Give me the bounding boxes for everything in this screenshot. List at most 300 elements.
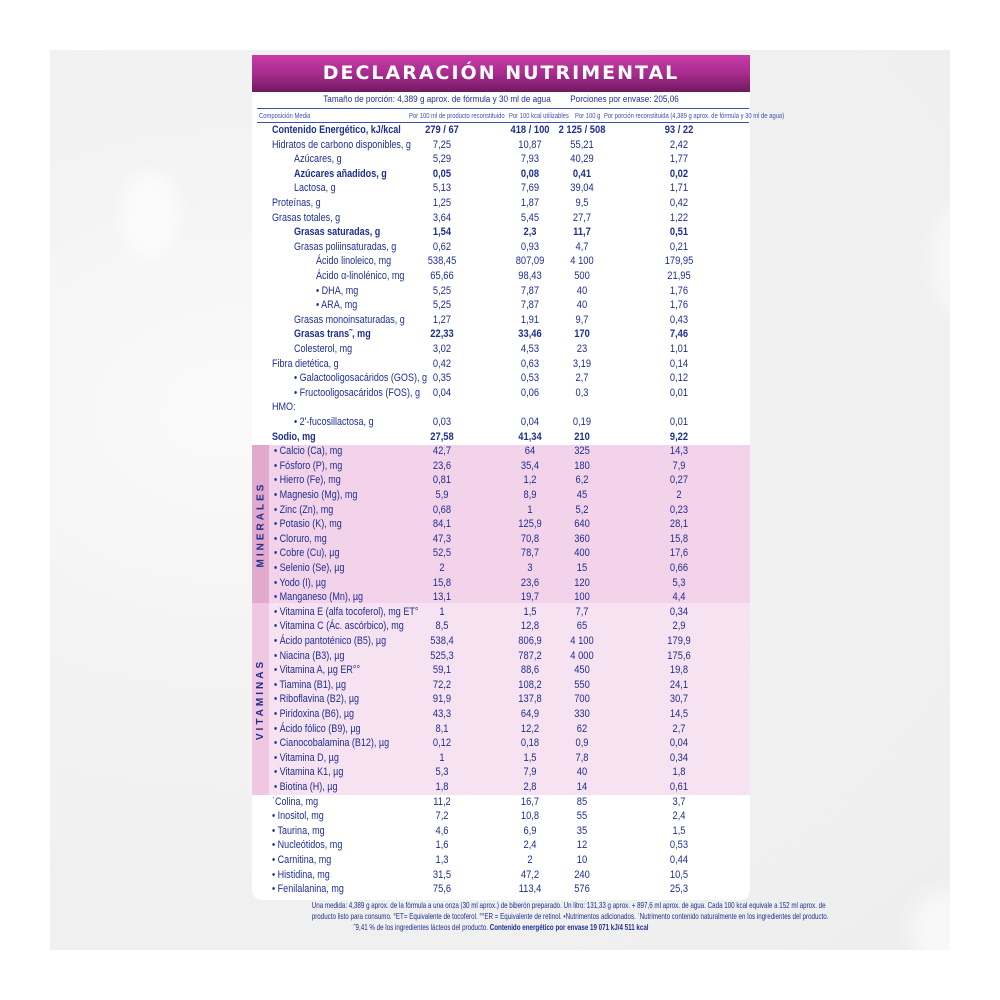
nutrient-value: 1 xyxy=(439,751,445,764)
nutrient-label: • Manganeso (Mn), µg xyxy=(274,591,364,604)
nutrient-value: 4 100 xyxy=(570,635,594,647)
nutrient-label: • Tiamina (B1), µg xyxy=(274,678,347,691)
nutrient-value: 1,3 xyxy=(435,854,449,866)
nutrient-value: 787,2 xyxy=(518,649,542,662)
nutrient-value: 8,5 xyxy=(435,620,449,633)
nutrient-value: 5,3 xyxy=(435,766,449,779)
nutrient-label: Colesterol, mg xyxy=(294,343,353,355)
nutrient-value: 7,69 xyxy=(520,182,540,195)
table-row xyxy=(252,269,750,284)
nutrient-value: 21,95 xyxy=(667,270,691,282)
nutrient-value: 2,9 xyxy=(672,620,686,633)
nutrient-value: 1 xyxy=(527,503,533,516)
footnote-line-1: Una medida: 4,389 g aprox. de la fórmula a una onza (30 ml aprox.) de biberón preparado. Un litro: 131,33 g aprox. + 897,6 ml aprox. de agua. Cada 100 kcal equivale a 152 ml aprox. de xyxy=(311,901,826,910)
nutrient-value: 175,6 xyxy=(667,649,691,662)
nutrient-value: 2,42 xyxy=(669,138,689,151)
nutrient-value: 7,87 xyxy=(520,299,540,312)
nutrient-value: 400 xyxy=(574,547,590,560)
nutrient-value: 0,66 xyxy=(669,562,689,574)
nutrient-value: 0,03 xyxy=(432,416,452,428)
nutrient-value: 10 xyxy=(576,854,588,866)
nutrient-value: 100 xyxy=(574,591,590,604)
nutrient-value: 17,6 xyxy=(669,547,689,560)
nutrient-value: 11,2 xyxy=(433,795,451,808)
nutrient-label: • Carnitina, mg xyxy=(272,854,332,866)
table-row xyxy=(252,240,750,255)
nutrient-label: Azúcares añadidos, g xyxy=(294,167,387,180)
nutrient-value: 538,45 xyxy=(427,255,457,268)
nutrient-value: 64,9 xyxy=(520,708,540,720)
nutrient-value: 700 xyxy=(574,693,590,706)
nutrient-value: 2,7 xyxy=(672,722,686,735)
nutrient-label: • Inositol, mg xyxy=(272,810,324,823)
nutrient-value: 0,04 xyxy=(669,737,689,750)
nutrient-label: Hidratos de carbono disponibles, g xyxy=(272,138,411,151)
nutrient-value: 450 xyxy=(574,664,590,677)
table-row xyxy=(252,532,750,547)
nutrient-value: 6,9 xyxy=(523,824,537,837)
nutrient-value: 23 xyxy=(576,343,588,355)
nutrient-value: 31,5 xyxy=(432,868,452,881)
nutrient-label: Grasas trans˜, mg xyxy=(294,328,371,341)
nutrient-value: 1,8 xyxy=(435,781,449,793)
nutrient-value: 10,5 xyxy=(669,868,689,881)
nutrient-label: • Ácido pantoténico (B5), µg xyxy=(274,635,387,647)
nutrient-value: 70,8 xyxy=(520,532,540,545)
nutrient-value: 418 / 100 xyxy=(510,124,550,136)
table-row xyxy=(252,809,750,824)
nutrient-value: 84,1 xyxy=(432,518,452,531)
nutrient-label: • DHA, mg xyxy=(316,284,359,297)
nutrient-value: 28,1 xyxy=(669,518,689,531)
nutrient-value: 0,81 xyxy=(432,474,452,487)
background-decoration xyxy=(120,170,180,260)
nutrient-value: 7,8 xyxy=(575,751,589,764)
table-row xyxy=(252,824,750,839)
nutrient-value: 0,02 xyxy=(669,167,689,180)
nutrient-value: 27,7 xyxy=(572,211,592,224)
nutrient-value: 807,09 xyxy=(515,255,545,268)
footnote-line-2: producto listo para consumo. °ET= Equivalente de tocoferol. °°ER = Equivalente de retinol. •Nutrimentos adicionados. ˈNutrimento contenido naturalmente en los ingredientes del producto. xyxy=(311,912,829,921)
nutrient-value: 15,8 xyxy=(432,576,452,589)
nutrient-value: 108,2 xyxy=(518,678,542,691)
nutrient-value: 0,14 xyxy=(669,357,689,370)
nutrient-value: 0,63 xyxy=(520,357,540,370)
nutrient-value: 14,5 xyxy=(669,708,689,720)
nutrient-value: 0,42 xyxy=(669,197,689,209)
table-row xyxy=(252,371,750,386)
nutrient-label: Azúcares, g xyxy=(294,153,342,166)
table-row xyxy=(252,342,750,357)
nutrient-label: HMO: xyxy=(272,401,296,414)
nutrient-value: 5,3 xyxy=(672,576,686,589)
nutrient-value: 0,21 xyxy=(669,240,689,253)
table-row xyxy=(252,473,750,488)
nutrient-label: • Ácido fólico (B9), µg xyxy=(274,722,361,735)
nutrient-value: 0,53 xyxy=(520,372,540,385)
table-row xyxy=(252,327,750,342)
nutrient-value: 1,2 xyxy=(523,474,537,487)
nutrient-value: 9,5 xyxy=(575,197,589,209)
table-row xyxy=(252,576,750,591)
nutrient-value: 25,3 xyxy=(669,883,689,896)
table-row xyxy=(252,503,750,518)
nutrient-value: 14,3 xyxy=(669,445,689,458)
table-row xyxy=(252,415,750,430)
footnote-line-3: ˜9,41 % de los ingredientes lácteos del producto. Contenido energético por envase 19 071 kJ/4 511 kcal xyxy=(353,923,649,932)
nutrient-label: Proteínas, g xyxy=(272,197,321,209)
nutrient-value: 98,43 xyxy=(518,270,542,282)
nutrient-value: 40 xyxy=(576,299,588,312)
table-row xyxy=(252,138,750,153)
nutrient-value: 500 xyxy=(574,270,590,282)
nutrient-value: 1,5 xyxy=(523,605,537,618)
nutrient-value: 0,05 xyxy=(432,167,452,180)
nutrient-value: 4 100 xyxy=(570,255,594,268)
nutrient-label: • Vitamina K1, µg xyxy=(274,766,344,779)
nutrient-value: 7,2 xyxy=(435,810,449,823)
nutrient-value: 23,6 xyxy=(520,576,540,589)
nutrient-value: 0,61 xyxy=(669,781,689,793)
nutrient-label: Grasas monoinsaturadas, g xyxy=(294,313,405,326)
nutrient-value: 0,93 xyxy=(520,240,540,253)
nutrient-value: 120 xyxy=(574,576,590,589)
nutrient-label: • Magnesio (Mg), mg xyxy=(274,489,358,501)
nutrient-label: • Niacina (B3), µg xyxy=(274,649,345,662)
table-row xyxy=(252,546,750,561)
nutrient-value: 0,53 xyxy=(669,839,689,852)
nutrient-value: 88,6 xyxy=(520,664,540,677)
table-row xyxy=(252,590,750,605)
nutrient-value: 7,9 xyxy=(672,459,686,472)
nutrient-value: 93 / 22 xyxy=(664,124,694,136)
nutrient-value: 40 xyxy=(576,284,588,297)
nutrient-value: 8,9 xyxy=(523,489,537,501)
nutrient-value: 1,71 xyxy=(669,182,689,195)
nutrient-value: 2,8 xyxy=(523,781,537,793)
nutrient-value: 3,02 xyxy=(432,343,452,355)
nutrient-value: 23,6 xyxy=(432,459,452,472)
nutrient-label: Grasas totales, g xyxy=(272,211,341,224)
table-row xyxy=(252,882,750,897)
table-row xyxy=(252,868,750,883)
nutrient-value: 0,43 xyxy=(669,313,689,326)
table-row xyxy=(252,722,750,737)
label-title: DECLARACIÓN NUTRIMENTAL xyxy=(252,55,750,92)
nutrient-value: 5,9 xyxy=(435,489,449,501)
nutrient-value: 91,9 xyxy=(432,693,452,706)
nutrient-label: • Selenio (Se), µg xyxy=(274,562,345,574)
nutrient-value: 7,9 xyxy=(523,766,537,779)
table-row xyxy=(252,780,750,795)
nutrient-value: 3,19 xyxy=(572,357,592,370)
table-row xyxy=(252,692,750,707)
nutrient-label: • Taurina, mg xyxy=(272,824,325,837)
table-row xyxy=(252,284,750,299)
nutrient-value: 1,87 xyxy=(520,197,540,209)
nutrient-value: 2,4 xyxy=(672,810,686,823)
nutrient-label: • Histidina, mg xyxy=(272,868,330,881)
nutrient-value: 14 xyxy=(576,781,588,793)
nutrient-value: 9,22 xyxy=(669,430,689,443)
nutrient-value: 4,4 xyxy=(672,591,686,604)
nutrient-label: • Vitamina C (Ác. ascórbico), mg xyxy=(274,620,404,633)
nutrient-value: 65 xyxy=(576,620,588,633)
table-row xyxy=(252,123,750,138)
nutrient-value: 7,87 xyxy=(520,284,540,297)
nutrient-value: 1,27 xyxy=(432,313,452,326)
nutrient-value: 47,3 xyxy=(432,532,452,545)
nutrient-value: 325 xyxy=(574,445,590,458)
nutrient-value: 240 xyxy=(574,868,590,881)
table-row xyxy=(252,459,750,474)
nutrient-value: 0,51 xyxy=(669,226,689,239)
nutrient-value: 640 xyxy=(574,518,590,531)
nutrient-value: 1,54 xyxy=(432,226,452,239)
table-row xyxy=(252,619,750,634)
nutrient-label: • Fructooligosacáridos (FOS), g xyxy=(294,386,420,399)
nutrient-value: 0,44 xyxy=(669,854,689,866)
nutrient-value: 15 xyxy=(576,562,588,574)
nutrient-value: 0,12 xyxy=(669,372,689,385)
table-row xyxy=(252,444,750,459)
table-row xyxy=(252,678,750,693)
nutrient-label: • Biotina (H), µg xyxy=(274,781,338,793)
nutrient-value: 1,91 xyxy=(520,313,540,326)
nutrient-value: 0,27 xyxy=(669,474,689,487)
nutrient-value: 30,7 xyxy=(669,693,689,706)
nutrient-label: • Cianocobalamina (B12), µg xyxy=(274,737,390,750)
nutrient-label: • Fenilalanina, mg xyxy=(272,883,344,896)
table-row xyxy=(252,488,750,503)
nutrient-value: 1 xyxy=(439,605,445,618)
nutrient-value: 1,8 xyxy=(672,766,686,779)
table-row xyxy=(252,853,750,868)
column-header-per-100ml: Por 100 ml de producto reconstituido xyxy=(409,111,505,120)
table-row xyxy=(252,211,750,226)
nutrient-value: 170 xyxy=(574,328,590,341)
background-decoration xyxy=(930,200,990,320)
nutrient-value: 538,4 xyxy=(430,635,454,647)
nutrient-value: 0,04 xyxy=(432,386,452,399)
table-row xyxy=(252,561,750,576)
table-row xyxy=(252,254,750,269)
nutrient-value: 35 xyxy=(576,824,588,837)
nutrient-label: • Hierro (Fe), mg xyxy=(274,474,341,487)
nutrient-value: 1,5 xyxy=(523,751,537,764)
nutrient-value: 52,5 xyxy=(432,547,452,560)
nutrient-value: 19,8 xyxy=(669,664,689,677)
nutrient-value: 5,25 xyxy=(432,299,452,312)
table-row xyxy=(252,736,750,751)
nutrient-value: 11,7 xyxy=(573,226,591,239)
table-row xyxy=(252,707,750,722)
column-header-composition: Composición Media xyxy=(259,111,311,120)
nutrient-value: 1,6 xyxy=(435,839,449,852)
nutrient-value: 2,4 xyxy=(523,839,537,852)
nutrient-label: Ácido linoleico, mg xyxy=(316,255,392,268)
nutrient-value: 16,7 xyxy=(520,795,540,808)
nutrient-value: 3,64 xyxy=(432,211,452,224)
nutrient-value: 13,1 xyxy=(432,591,452,604)
nutrient-value: 1,25 xyxy=(432,197,452,209)
nutrient-label: • Cobre (Cu), µg xyxy=(274,547,340,560)
background-decoration xyxy=(910,890,990,970)
nutrient-value: 2,7 xyxy=(575,372,589,385)
nutrient-value: 360 xyxy=(574,532,590,545)
nutrient-value: 5,45 xyxy=(520,211,540,224)
nutrient-value: 525,3 xyxy=(430,649,454,662)
nutrient-value: 22,33 xyxy=(430,328,454,341)
nutrient-value: 0,68 xyxy=(432,503,452,516)
nutrient-value: 85 xyxy=(576,795,588,808)
nutrient-label: • Zinc (Zn), mg xyxy=(274,503,334,516)
nutrient-value: 1,5 xyxy=(672,824,686,837)
table-row xyxy=(252,357,750,372)
table-row xyxy=(252,167,750,182)
nutrient-value: 0,01 xyxy=(669,386,689,399)
nutrient-value: 5,25 xyxy=(432,284,452,297)
table-row xyxy=(252,152,750,167)
nutrient-value: 4 000 xyxy=(570,649,594,662)
nutrient-value: 0,04 xyxy=(520,416,540,428)
nutrient-label: • Cloruro, mg xyxy=(274,532,327,545)
nutrient-label: Grasas saturadas, g xyxy=(294,226,381,239)
nutrient-value: 179,95 xyxy=(664,255,694,268)
nutrient-value: 0,34 xyxy=(669,605,689,618)
nutrient-value: 10,87 xyxy=(518,138,542,151)
table-row xyxy=(252,649,750,664)
nutrient-label: ˈColina, mg xyxy=(272,795,319,808)
nutrient-label: • 2'-fucosillactosa, g xyxy=(294,416,374,428)
nutrient-value: 7,46 xyxy=(669,328,689,341)
nutrient-value: 550 xyxy=(574,678,590,691)
table-row xyxy=(252,838,750,853)
nutrient-value: 4,53 xyxy=(520,343,540,355)
nutrient-value: 59,1 xyxy=(432,664,452,677)
nutrient-value: 5,29 xyxy=(432,153,452,166)
nutrient-label: Lactosa, g xyxy=(294,182,336,195)
column-header-per-100kcal: Por 100 kcal utilizables xyxy=(509,111,569,120)
serving-size: Tamaño de porción: 4,389 g aprox. de fórmula y 30 ml de agua xyxy=(323,94,551,105)
nutrient-value: 40 xyxy=(576,766,588,779)
table-row xyxy=(252,517,750,532)
nutrient-value: 279 / 67 xyxy=(425,124,459,136)
nutrient-value: 47,2 xyxy=(520,868,540,881)
table-row xyxy=(252,181,750,196)
table-row xyxy=(252,386,750,401)
nutrient-value: 2 125 / 508 xyxy=(558,124,606,136)
nutrient-value: 0,41 xyxy=(572,167,592,180)
nutrient-value: 8,1 xyxy=(435,722,449,735)
table-row xyxy=(252,400,750,415)
nutrient-value: 19,7 xyxy=(520,591,540,604)
nutrient-label: • Nucleótidos, mg xyxy=(272,839,343,852)
nutrient-value: 40,29 xyxy=(570,153,594,166)
nutrient-value: 0,01 xyxy=(669,416,689,428)
nutrient-label: Ácido α-linolénico, mg xyxy=(316,270,405,282)
nutrient-value: 576 xyxy=(574,883,590,896)
nutrient-value: 72,2 xyxy=(432,678,452,691)
nutrient-value: 27,58 xyxy=(430,430,454,443)
nutrient-value: 180 xyxy=(574,459,590,472)
column-header-per-serving: Por porción reconstituida (4,389 g aprox. de fórmula y 30 ml de agua) xyxy=(604,111,785,120)
nutrient-value: 43,3 xyxy=(432,708,452,720)
nutrient-value: 0,9 xyxy=(575,737,589,750)
serving-info xyxy=(287,93,715,107)
nutrient-value: 75,6 xyxy=(432,883,452,896)
nutrient-value: 12 xyxy=(576,839,588,852)
nutrient-value: 1,76 xyxy=(669,284,689,297)
table-row xyxy=(252,196,750,211)
nutrient-value: 0,3 xyxy=(575,386,589,399)
nutrient-value: 0,08 xyxy=(520,167,540,180)
nutrient-value: 24,1 xyxy=(669,678,689,691)
nutrient-value: 5,13 xyxy=(432,182,452,195)
nutrient-label: • Yodo (I), µg xyxy=(274,576,326,589)
table-row xyxy=(252,634,750,649)
column-headers xyxy=(257,108,785,123)
nutrient-value: 7,93 xyxy=(520,153,540,166)
column-header-per-100g: Por 100 g xyxy=(575,111,601,120)
nutrient-value: 0,23 xyxy=(669,503,689,516)
nutrient-label: • Riboflavina (B2), µg xyxy=(274,693,360,706)
nutrient-value: 0,42 xyxy=(432,357,452,370)
nutrient-label: • Vitamina D, µg xyxy=(274,751,339,764)
nutrient-label: • Calcio (Ca), mg xyxy=(274,445,343,458)
nutrient-value: 6,2 xyxy=(575,474,589,487)
nutrient-value: 1,77 xyxy=(669,153,689,166)
nutrient-value: 39,04 xyxy=(570,182,594,195)
nutrient-label: • Vitamina E (alfa tocoferol), mg ET° xyxy=(274,605,419,618)
nutrient-value: 137,8 xyxy=(518,693,542,706)
nutrient-value: 0,19 xyxy=(572,416,592,428)
nutrient-value: 2 xyxy=(676,489,682,501)
nutrient-value: 806,9 xyxy=(518,635,542,647)
table-row xyxy=(252,605,750,620)
nutrient-value: 0,06 xyxy=(520,386,540,399)
nutrient-value: 4,7 xyxy=(575,240,589,253)
nutrient-label: • Potasio (K), mg xyxy=(274,518,342,531)
nutrient-value: 35,4 xyxy=(520,459,540,472)
nutrient-value: 1,22 xyxy=(669,211,689,224)
nutrient-value: 7,25 xyxy=(432,138,452,151)
nutrient-value: 3,7 xyxy=(672,795,686,808)
table-row xyxy=(252,313,750,328)
table-row xyxy=(252,751,750,766)
nutrient-value: 55,21 xyxy=(570,138,594,151)
nutrient-label: • Fósforo (P), mg xyxy=(274,459,343,472)
nutrient-value: 33,46 xyxy=(518,328,542,341)
nutrient-label: Fibra dietética, g xyxy=(272,357,339,370)
table-row xyxy=(252,795,750,810)
nutrient-value: 0,62 xyxy=(432,240,452,253)
nutrient-value: 179,9 xyxy=(667,635,691,647)
nutrient-value: 0,12 xyxy=(432,737,452,750)
nutrition-label-card xyxy=(252,55,829,932)
nutrient-value: 15,8 xyxy=(669,532,689,545)
nutrient-label: Contenido Energético, kJ/kcal xyxy=(272,124,401,136)
nutrient-value: 2 xyxy=(527,854,533,866)
nutrient-label: Grasas poliinsaturadas, g xyxy=(294,240,397,253)
nutrient-value: 210 xyxy=(574,430,590,443)
nutrient-value: 2 xyxy=(439,562,445,574)
nutrient-value: 45 xyxy=(576,489,588,501)
table-row xyxy=(252,663,750,678)
nutrient-value: 330 xyxy=(574,708,590,720)
table-row xyxy=(252,765,750,780)
nutrient-value: 9,7 xyxy=(575,313,589,326)
